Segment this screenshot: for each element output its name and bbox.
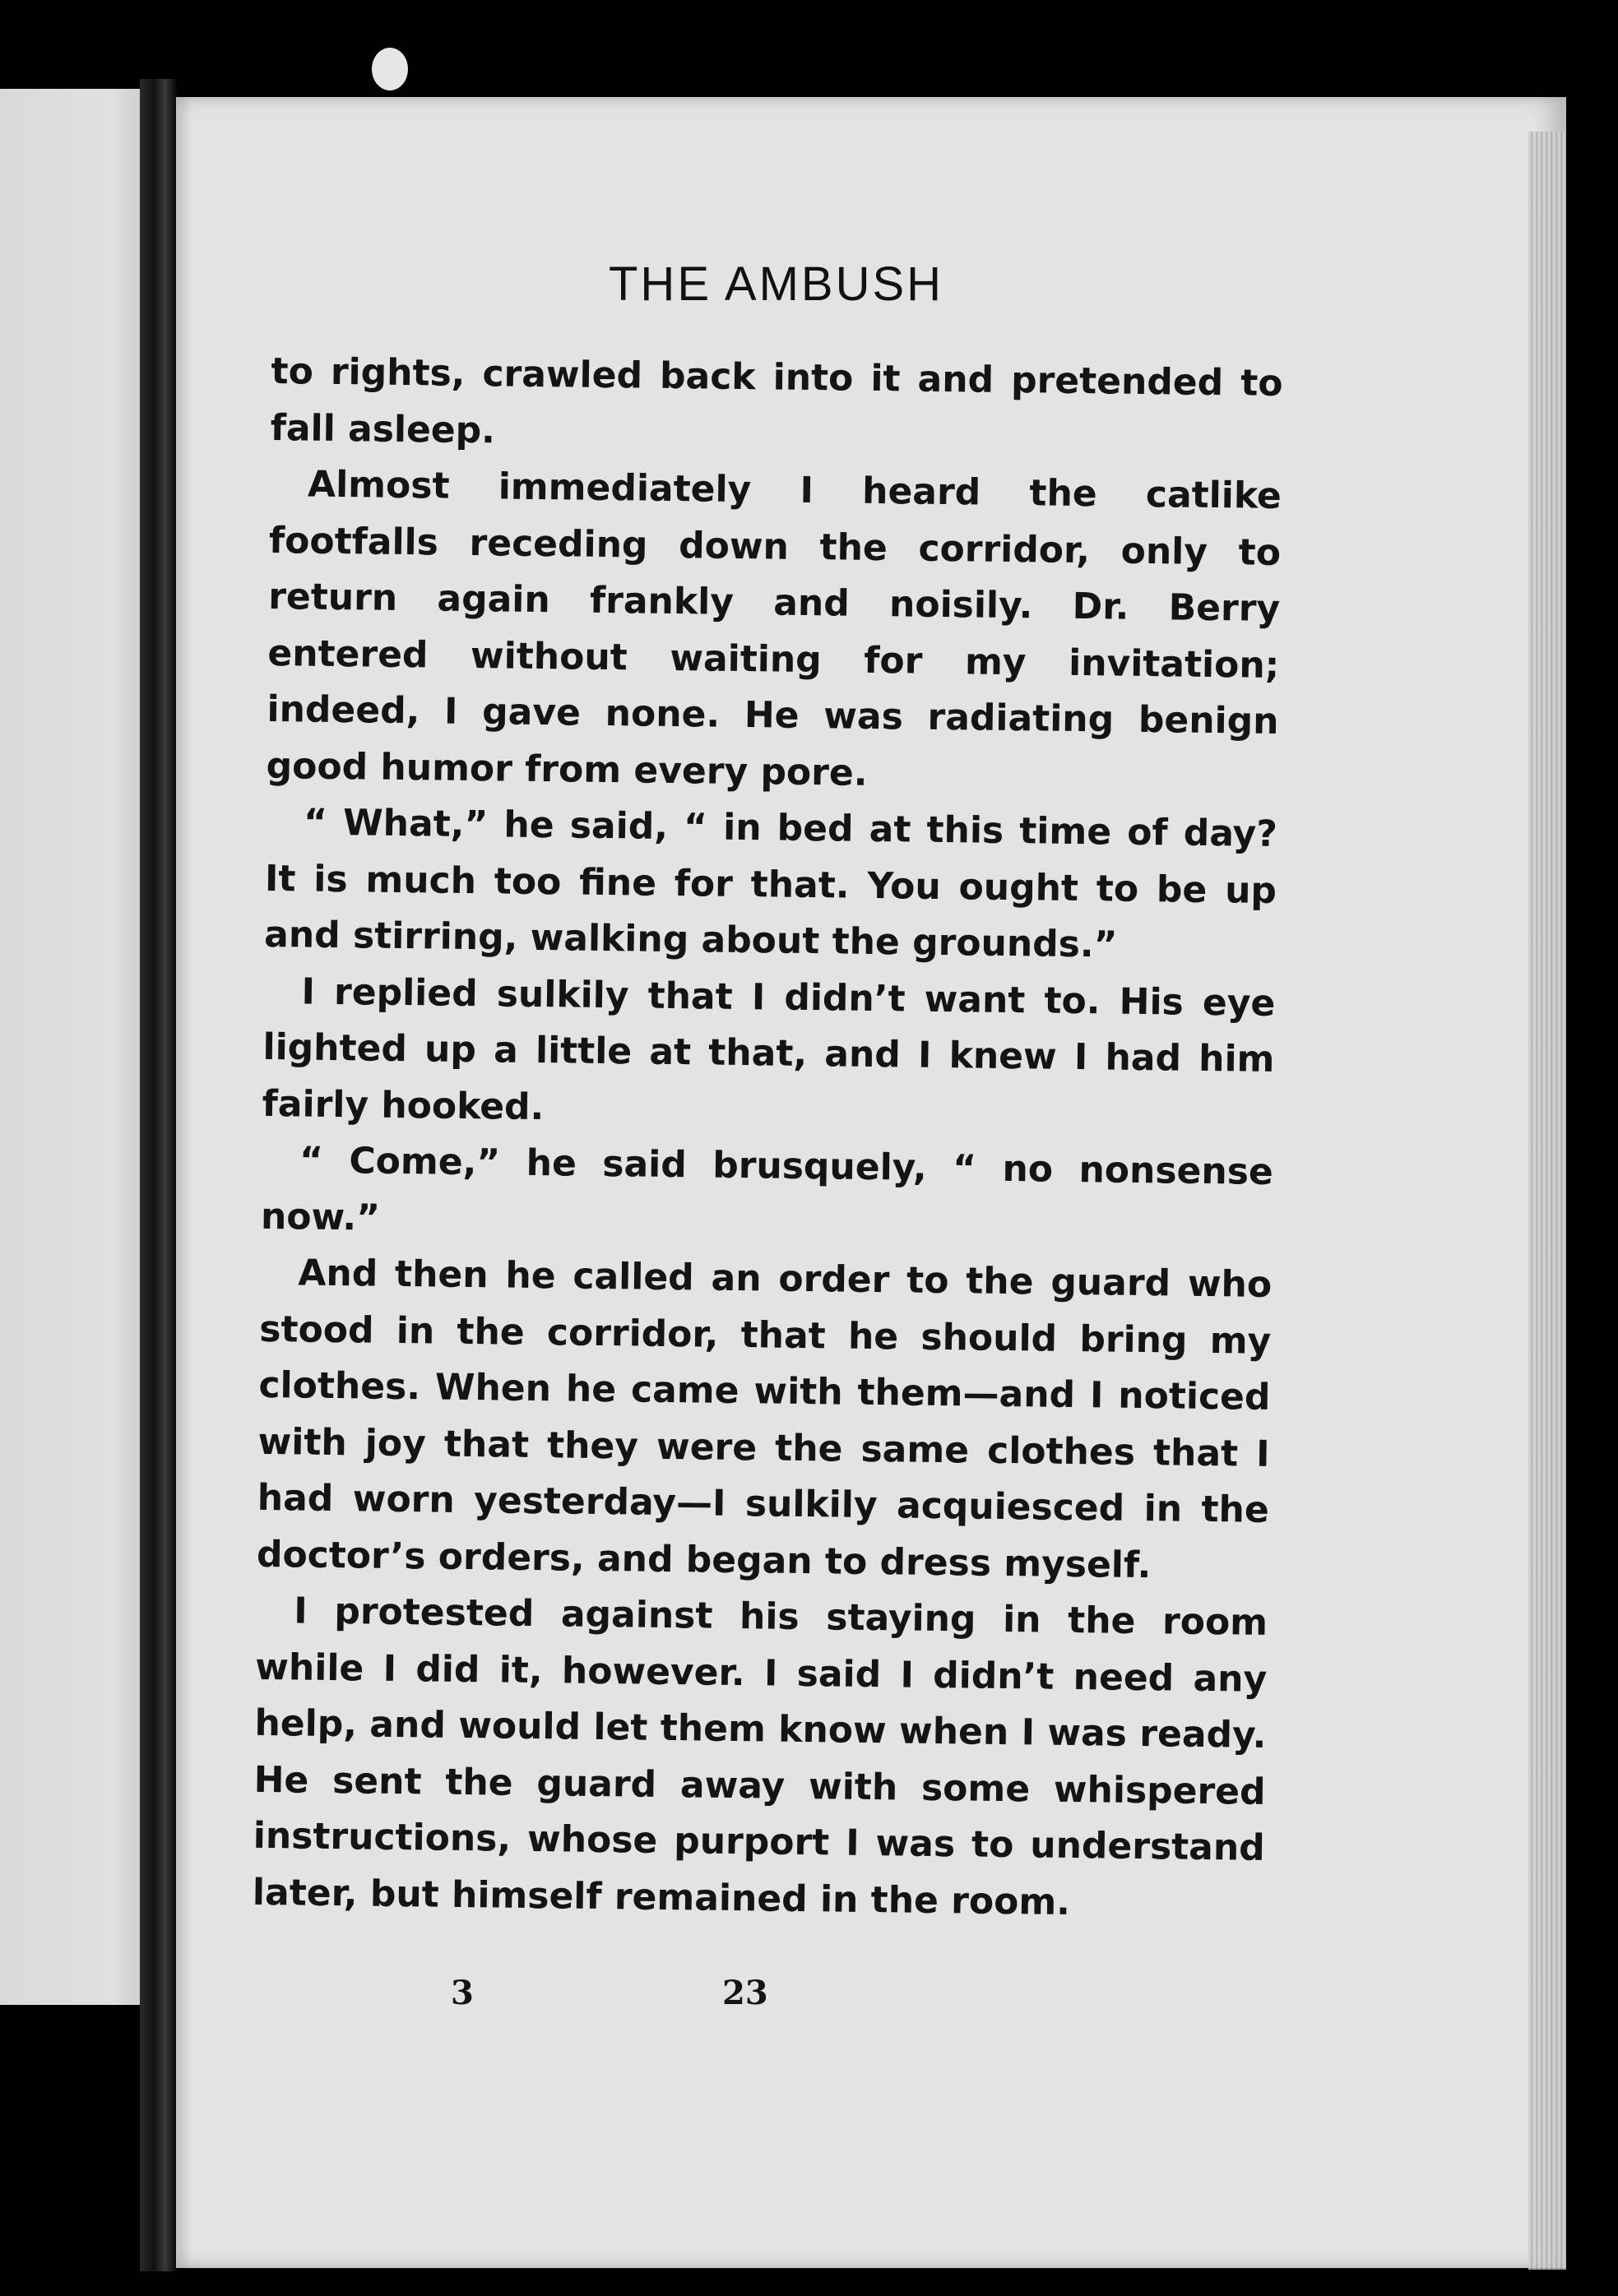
film-hole-mark (372, 48, 408, 90)
book-gutter (140, 79, 176, 2271)
running-head: THE AMBUSH (609, 257, 944, 311)
page-fore-edge (1528, 132, 1566, 2270)
paragraph: I protested against his staying in the room while I did it, however. I said I didn’t need any help, and would let them know when I was ready. He sent the guard away with some whispered instructions, whose purport I was to understand later, but himself remained in the room. (252, 1590, 1268, 1923)
page-number: 23 (722, 1974, 768, 2012)
paragraph: “ Come,” he said brusquely, “ no nonsense now.” (260, 1139, 1274, 1239)
body-text (253, 344, 1283, 1933)
paragraph: I replied sulkily that I didn’t want to. His eye lighted up a little at that, and I knew I had him fairly hooked. (262, 970, 1276, 1128)
paragraph: “ What,” he said, “ in bed at this time of day? It is much too fine for that. You ought to be up and stirring, walking about the grounds.” (263, 801, 1278, 966)
paragraph: Almost immediately I heard the catlike footfalls receding down the corridor, only to return again frankly and noisily. Dr. Berry entered without waiting for my invitation; indeed, I gave none. He was radiating benign good humor from every pore. (266, 463, 1282, 794)
signature-mark: 3 (451, 1974, 474, 2012)
left-page-edge (0, 89, 140, 2005)
paragraph-continued: to rights, crawled back into it and pretended to fall asleep. (270, 349, 1283, 451)
paragraph: And then he called an order to the guard who stood in the corridor, that he should bring my clothes. When he came with them—and I noticed with joy that they were the same clothes that I had worn yesterday—I sulkily acquiesced in the doctor’s orders, and began to dress myself. (256, 1252, 1273, 1586)
